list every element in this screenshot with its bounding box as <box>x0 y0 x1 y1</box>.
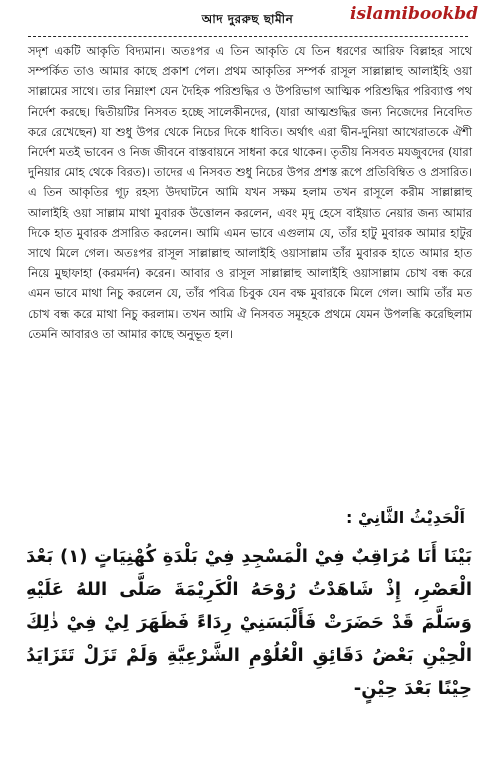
hadith-heading: اَلْحَدِيْثُ الثَّانِيْ : <box>346 508 465 527</box>
body-paragraph: সদৃশ একটি আকৃতি বিদ্যমান। অতঃপর এ তিন আকৃতি যে তিন ধরণের আরিফ বিল্লাহর সাথে সম্পর্কিত তাও আমার কাছে প্রকাশ পেল। প্রথম আকৃতির সম্পর্ক রাসূল সাল্লাল্লাহু আলাইহি ওয়া সাল্লামের সাথে। তার নিম্নাংশ যেন দৈহিক পরিশুদ্ধির ও উপরিভাগ আত্মিক পরিশুদ্ধির পরিব্যাপ্ত পথ নির্দেশ করছে। দ্বিতীয়টির নিসবত হচ্ছে সালেকীনদের, (যারা আত্মশুদ্ধির জন্য নিজেদের নিবেদিত করে রেখেছেন) যা শুধু উপর থেকে নিচের দিকে ধাবিত। অর্থাৎ এরা দ্বীন-দুনিয়া আখেরাতকে ঐশী নির্দেশ মতই ভাবেন ও নিজ জীবনে বাস্তবায়নে সাধনা করে থাকেন। তৃতীয় নিসবত মযজুবদের (যারা দুনিয়ার মোহ থেকে বিরত)। তাদের এ নিসবত শুধু নিচের উপর প্রশস্ত রূপে প্রতিবিম্বিত ও প্রসারিত। এ তিন আকৃতির গূঢ় রহস্য উদঘাটনে আমি যখন সক্ষম হলাম তখন রাসূলে করীম সাল্লাল্লাহু আলাইহি ওয়া সাল্লাম মাথা মুবারক উত্তোলন করলেন, এবং মৃদু হেসে বাইয়াত নেয়ার জন্য আমার দিকে হাত মুবারক প্রসারিত করলেন। আমি এমন ভাবে এগুলাম যে, তাঁর হাটু মুবারক আমার হাটুর সাথে মিলে গেল। অতঃপর রাসূল সাল্লাল্লাহু আলাইহি ওয়াসাল্লাম তাঁর মুবারক হাতে আমার হাত নিয়ে মুছাফাহা (করমর্দন) করেন। আবার ও রাসূল সাল্লাল্লাহু আলাইহি ওয়াসাল্লাম চোখ বন্ধ করে এমন ভাবে মাথা নিচু করলেন যে, তাঁর পবিত্র চিবুক যেন বক্ষ মুবারকে মিলে গেল। আমি তাঁর মত চোখ বন্ধ করে মাথা নিচু করলাম। তখন আমি ঐ নিসবত সমূহকে প্রথমে যেমন উপলব্ধি করেছিলাম তেমনি আবারও তা আমার কাছে অনুভূত হল। <box>28 44 472 341</box>
bengali-body-text <box>28 41 472 344</box>
site-watermark: islamibookbd <box>350 4 479 24</box>
header-rule <box>28 36 468 37</box>
hadith-arabic-text: بَيْنَا أَنَا مُرَاقِبٌ فِيْ الْمَسْجِدِ فِيْ بَلْدَةِ كُهْنِيَاتٍ (١) بَعْدَ الْعَصْرِ، إِذْ شَاهَدْتُ رُوْحَهُ الْكَرِيْمَةَ صَلَّى اللهُ عَلَيْهِ وَسَلَّمَ قَدْ حَضَرَتْ فَأَلْبَسَنِيْ رِدَاءً فَظَهَرَ لِيْ فِيْ ذٰلِكَ الْحِيْنِ بَعْضُ دَقَائِقِ الْعُلُوْمِ الشَّرْعِيَّةِ وَلَمْ تَزَلْ تَتَزَايَدُ حِيْنًا بَعْدَ حِيْنٍ- <box>26 546 473 699</box>
running-title: আদ দুররুছ ছামীন <box>201 12 294 26</box>
